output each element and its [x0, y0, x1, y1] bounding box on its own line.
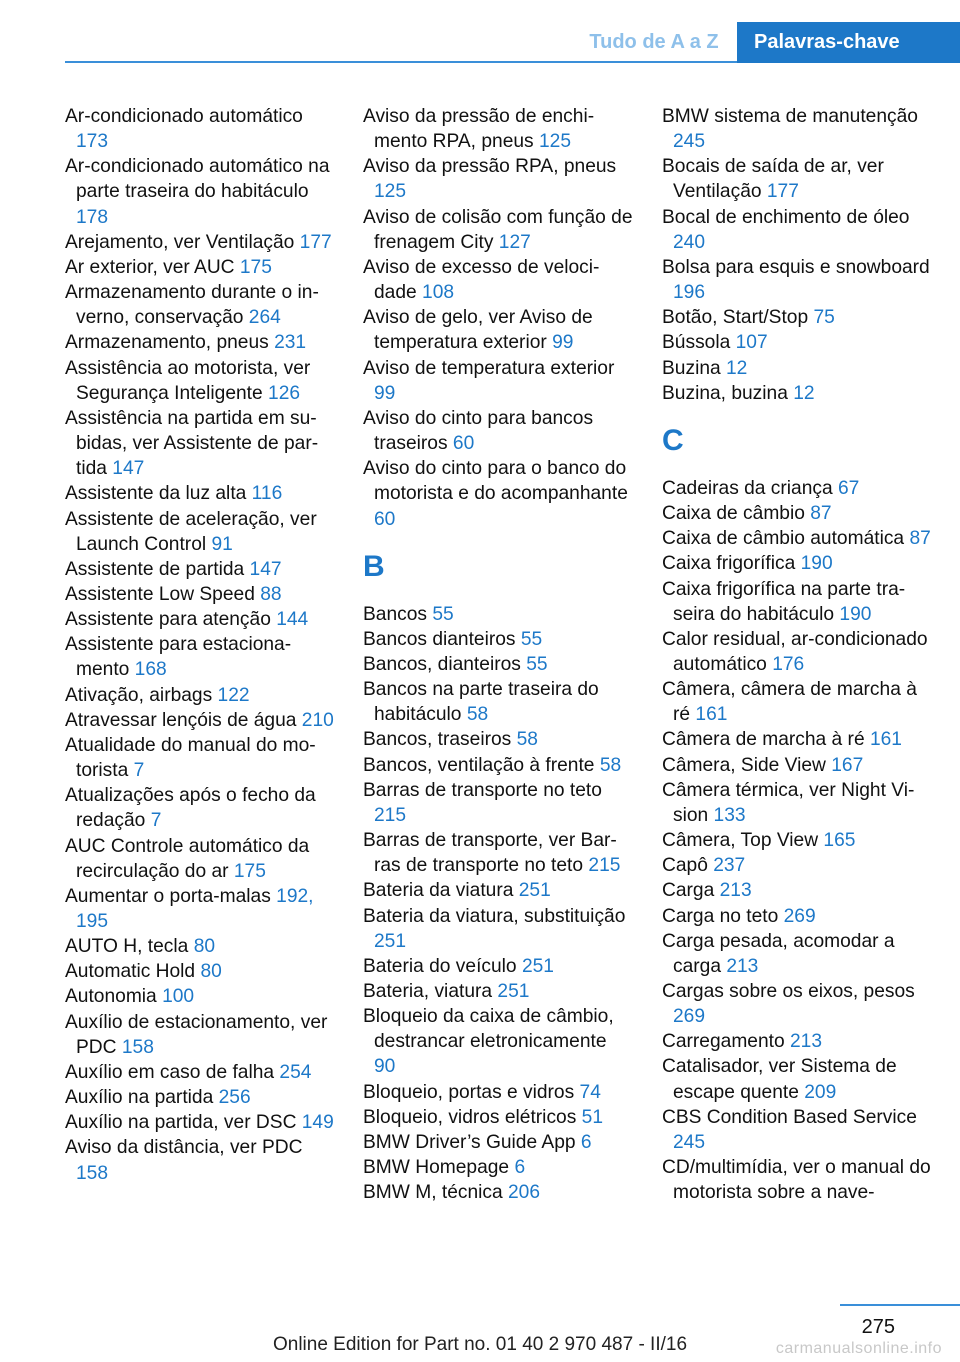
index-entry	[65, 934, 335, 959]
entry-page-link[interactable]: 245	[673, 1131, 706, 1153]
entry-page-link[interactable]: 6	[514, 1157, 526, 1179]
entry-text: Ar exterior, ver AUC	[65, 256, 235, 278]
index-entry	[662, 753, 932, 778]
entry-page-link[interactable]: 167	[831, 754, 864, 776]
index-entry	[662, 551, 932, 576]
index-entry	[662, 853, 932, 878]
entry-page-link[interactable]: 7	[150, 810, 162, 832]
entry-page-link[interactable]: 12	[793, 382, 815, 404]
index-entry	[65, 356, 335, 406]
entry-page-link[interactable]: 231	[274, 332, 307, 354]
entry-text: Bancos na parte traseira do habitáculo	[363, 679, 599, 726]
entry-text: Buzina, buzina	[662, 382, 788, 404]
section-letter: C	[662, 423, 684, 457]
index-entry	[662, 305, 932, 330]
entry-page-link[interactable]: 122	[217, 684, 250, 706]
entry-page-link[interactable]: 240	[673, 231, 706, 253]
index-entry	[363, 1155, 633, 1180]
index-entry	[662, 476, 932, 501]
index-entry	[662, 1054, 932, 1104]
entry-text: Assistente da luz alta	[65, 483, 247, 505]
entry-page-link[interactable]: 58	[599, 754, 622, 776]
entry-page-link[interactable]: 144	[276, 609, 309, 631]
entry-page-link[interactable]: 100	[162, 986, 195, 1008]
index-entry	[363, 406, 633, 456]
entry-page-link[interactable]: 99	[552, 332, 574, 354]
entry-page-link[interactable]: 210	[301, 709, 334, 731]
entry-page-link[interactable]: 80	[200, 961, 222, 983]
entry-text: Aviso de gelo, ver Aviso de temperatura exterior	[363, 307, 593, 354]
entry-page-link[interactable]: 127	[498, 231, 531, 253]
entry-page-link[interactable]: 251	[521, 955, 554, 977]
entry-page-link[interactable]: 80	[193, 936, 216, 958]
index-entry	[662, 205, 932, 255]
index-entry	[65, 1085, 335, 1110]
index-entry	[65, 330, 335, 355]
index-entry	[662, 526, 932, 551]
index-entry	[662, 929, 932, 979]
index-entry	[65, 1110, 335, 1135]
entry-page-link[interactable]: 6	[580, 1131, 592, 1153]
index-entry	[363, 727, 633, 752]
entry-page-link[interactable]: 245	[673, 131, 706, 153]
entry-text: Bancos, traseiros	[363, 729, 512, 751]
footer-rule	[840, 1304, 960, 1306]
entry-text: Carga no teto	[662, 905, 779, 927]
index-entry	[363, 1180, 633, 1205]
tab-current[interactable]: Palavras-chave	[737, 22, 960, 63]
index-entry	[363, 1080, 633, 1105]
index-entry	[662, 1029, 932, 1054]
index-entry	[363, 677, 633, 727]
index-entry	[662, 501, 932, 526]
index-column-1	[65, 104, 335, 1186]
entry-page-link[interactable]: 269	[783, 905, 816, 927]
entry-page-link[interactable]: 190	[800, 553, 833, 575]
entry-page-link[interactable]: 158	[121, 1036, 154, 1058]
index-entry	[65, 984, 335, 1009]
entry-page-link[interactable]: 149	[301, 1112, 334, 1134]
entry-page-link[interactable]: 237	[713, 855, 746, 877]
index-entry	[65, 255, 335, 280]
entry-text: Câmera, Top View	[662, 830, 819, 852]
entry-text: Bancos dianteiros	[363, 628, 516, 650]
entry-page-link[interactable]: 161	[869, 729, 902, 751]
entry-page-link[interactable]: 192, 195	[76, 885, 314, 932]
entry-text: Aviso de temperatura exterior	[363, 357, 615, 379]
entry-text: Carga	[662, 880, 715, 902]
entry-page-link[interactable]: 251	[518, 880, 551, 902]
entry-page-link[interactable]: 175	[233, 860, 266, 882]
entry-page-link[interactable]: 87	[909, 528, 931, 550]
index-entry	[363, 205, 633, 255]
entry-page-link[interactable]: 74	[579, 1081, 601, 1103]
index-entry	[363, 627, 633, 652]
watermark: carmanualsonline.info	[775, 1340, 942, 1357]
index-entry	[662, 878, 932, 903]
entry-text: Bateria da viatura, substituição	[363, 905, 626, 927]
entry-text: Câmera térmica, ver Night Vision	[662, 779, 915, 826]
entry-text: Bateria do veículo	[363, 955, 517, 977]
index-entry	[65, 683, 335, 708]
entry-page-link[interactable]: 55	[432, 603, 454, 625]
entry-text: Bancos, ventilação à frente	[363, 754, 595, 776]
entry-page-link[interactable]: 55	[526, 653, 548, 675]
entry-text: Aviso da distância, ver PDC	[65, 1137, 303, 1159]
index-entry	[65, 557, 335, 582]
entry-text: Arejamento, ver Ventilação	[65, 231, 295, 253]
entry-page-link[interactable]: 125	[374, 181, 407, 203]
entry-page-link[interactable]: 147	[112, 458, 145, 480]
index-entry	[65, 1135, 335, 1185]
index-entry	[363, 305, 633, 355]
index-entry	[662, 104, 932, 154]
entry-text: Bloqueio, vidros elétricos	[363, 1106, 577, 1128]
entry-page-link[interactable]: 196	[673, 282, 706, 304]
entry-page-link[interactable]: 108	[422, 282, 455, 304]
entry-text: Bloqueio, portas e vidros	[363, 1081, 575, 1103]
index-entry	[65, 959, 335, 984]
entry-text: Assistente de partida	[65, 558, 245, 580]
entry-page-link[interactable]: 256	[218, 1087, 251, 1109]
entry-text: Assistente de aceleração, ver Launch Control	[65, 508, 317, 555]
entry-page-link[interactable]: 177	[766, 181, 799, 203]
entry-page-link[interactable]: 177	[299, 231, 332, 253]
entry-text: Aviso de excesso de velocidade	[363, 256, 600, 304]
entry-page-link[interactable]: 7	[133, 760, 145, 782]
index-entry	[363, 904, 633, 954]
entry-page-link[interactable]: 269	[673, 1006, 706, 1028]
entry-page-link[interactable]: 133	[713, 804, 746, 826]
entry-text: Assistente para estacionamento	[65, 634, 292, 681]
entry-page-link[interactable]: 215	[588, 855, 621, 877]
entry-page-link[interactable]: 206	[508, 1182, 541, 1204]
entry-page-link[interactable]: 173	[76, 131, 109, 153]
index-entry	[363, 104, 633, 154]
entry-text: Assistente Low Speed	[65, 583, 255, 605]
entry-page-link[interactable]: 254	[279, 1061, 312, 1083]
entry-page-link[interactable]: 90	[374, 1056, 396, 1078]
entry-page-link[interactable]: 87	[810, 503, 832, 525]
entry-text: Barras de transporte, ver Barras de transporte no teto	[363, 830, 617, 877]
index-entry	[363, 456, 633, 531]
index-entry	[662, 727, 932, 752]
entry-text: Auxílio na partida, ver DSC	[65, 1112, 297, 1134]
entry-page-link[interactable]: 161	[695, 704, 728, 726]
entry-text: Bolsa para esquis e snowboard	[662, 256, 930, 278]
index-entry	[65, 834, 335, 884]
entry-page-link[interactable]: 165	[823, 830, 856, 852]
entry-text: AUTO H, tecla	[65, 936, 189, 958]
entry-page-link[interactable]: 215	[374, 804, 407, 826]
entry-text: Bancos, dianteiros	[363, 653, 521, 675]
index-entry	[662, 979, 932, 1029]
index-entry	[662, 154, 932, 204]
entry-text: Automatic Hold	[65, 961, 196, 983]
entry-text: Armazenamento durante o inverno, conservação	[65, 282, 319, 329]
entry-page-link[interactable]: 213	[726, 955, 759, 977]
entry-page-link[interactable]: 51	[581, 1106, 603, 1128]
index-entry	[662, 828, 932, 853]
entry-text: Bloqueio da caixa de câmbio, destrancar eletronicamente	[363, 1006, 614, 1053]
entry-text: Capô	[662, 855, 708, 877]
entry-text: CBS Condition Based Service	[662, 1106, 917, 1128]
entry-page-link[interactable]: 209	[804, 1081, 837, 1103]
index-entry	[662, 778, 932, 828]
entry-page-link[interactable]: 99	[374, 382, 396, 404]
footer-edition: Online Edition for Part no. 01 40 2 970 487 - II/16	[272, 1334, 688, 1355]
index-column-3	[662, 104, 932, 1205]
index-entry	[363, 828, 633, 878]
entry-text: Autonomia	[65, 986, 157, 1008]
entry-text: Auxílio de estacionamento, ver PDC	[65, 1011, 328, 1058]
index-entry	[662, 356, 932, 381]
entry-text: Câmera, câmera de marcha à ré	[662, 679, 917, 726]
index-entry	[65, 230, 335, 255]
entry-text: Botão, Start/Stop	[662, 307, 809, 329]
entry-text: BMW sistema de manutenção	[662, 106, 918, 127]
entry-page-link[interactable]: 264	[248, 307, 281, 329]
entry-text: Assistente para atenção	[65, 609, 271, 631]
entry-text: Buzina	[662, 357, 721, 379]
entry-text: Bateria, viatura	[363, 981, 493, 1002]
entry-text: BMW M, técnica	[363, 1182, 503, 1204]
entry-page-link[interactable]: 67	[838, 477, 860, 499]
entry-text: CD/multimídia, ver o manual do motorista sobre a nave-	[662, 1157, 931, 1204]
entry-page-link[interactable]: 116	[251, 483, 283, 505]
entry-page-link[interactable]: 58	[466, 704, 489, 726]
entry-text: Carregamento	[662, 1031, 785, 1053]
entry-page-link[interactable]: 60	[452, 433, 475, 455]
entry-text: Bancos	[363, 603, 427, 625]
entry-text: Barras de transporte no teto	[363, 779, 602, 801]
entry-text: Atualidade do manual do motorista	[65, 734, 316, 782]
index-entry	[662, 677, 932, 727]
entry-text: Armazenamento, pneus	[65, 332, 269, 354]
entry-text: Bateria da viatura	[363, 880, 514, 902]
entry-text: Caixa de câmbio automática	[662, 528, 905, 550]
entry-page-link[interactable]: 147	[249, 558, 282, 580]
index-entry	[65, 1060, 335, 1085]
entry-text: BMW Driver’s Guide App	[363, 1131, 576, 1153]
entry-page-link[interactable]: 91	[211, 533, 233, 555]
index-entry	[363, 1004, 633, 1079]
entry-text: Catalisador, ver Sistema de escape quente	[662, 1056, 897, 1103]
entry-text: Carga pesada, acomodar a carga	[662, 930, 895, 977]
entry-page-link[interactable]: 125	[538, 131, 571, 153]
index-entry	[662, 1155, 932, 1205]
entry-page-link[interactable]: 12	[726, 357, 748, 379]
entry-text: Ar-condicionado automático	[65, 106, 303, 127]
entry-text: Cadeiras da criança	[662, 477, 833, 499]
index-entry	[65, 406, 335, 481]
index-entry	[363, 255, 633, 305]
index-entry	[65, 481, 335, 506]
entry-text: Caixa de câmbio	[662, 503, 805, 525]
entry-page-link[interactable]: 75	[813, 307, 835, 329]
entry-page-link[interactable]: 88	[260, 583, 282, 605]
index-entry	[363, 753, 633, 778]
index-entry	[65, 607, 335, 632]
index-entry	[662, 577, 932, 627]
index-entry	[662, 330, 932, 355]
entry-text: Caixa frigorífica na parte traseira do habitáculo	[662, 578, 906, 625]
entry-text: Aviso de colisão com função de frenagem City	[363, 206, 633, 253]
entry-text: Câmera de marcha à ré	[662, 729, 865, 751]
entry-page-link[interactable]: 176	[772, 653, 805, 675]
entry-page-link[interactable]: 168	[134, 659, 167, 681]
index-entry	[65, 507, 335, 557]
entry-page-link[interactable]: 60	[374, 508, 396, 530]
index-entry	[363, 954, 633, 979]
tab-section[interactable]: Tudo de A a Z	[589, 30, 719, 53]
index-entry	[363, 356, 633, 406]
index-entry	[363, 778, 633, 828]
entry-text: Auxílio na partida	[65, 1087, 214, 1109]
entry-text: Assistência ao motorista, ver Segurança Inteligente	[65, 357, 311, 404]
index-entry	[65, 1010, 335, 1060]
index-entry	[662, 381, 932, 406]
entry-text: Bocal de enchimento de óleo	[662, 206, 910, 228]
entry-page-link[interactable]: 126	[268, 382, 301, 404]
index-entry	[65, 154, 335, 229]
entry-text: Calor residual, ar-condicionado automático	[662, 628, 928, 675]
index-entry	[65, 582, 335, 607]
entry-text: Câmera, Side View	[662, 754, 826, 776]
entry-page-link[interactable]: 190	[839, 603, 872, 625]
index-entry	[662, 627, 932, 677]
entry-text: Assistência na partida em subidas, ver Assistente de partida	[65, 407, 319, 480]
index-column-2	[363, 104, 633, 1205]
index-entry	[662, 255, 932, 305]
entry-text: Ar-condicionado automático na parte traseira do habitáculo	[65, 156, 330, 203]
entry-page-link[interactable]: 213	[790, 1031, 823, 1053]
page-number: 275	[861, 1316, 895, 1338]
entry-page-link[interactable]: 158	[76, 1162, 109, 1184]
entry-text: Atualizações após o fecho da redação	[65, 785, 316, 832]
section-letter: B	[363, 549, 385, 583]
index-entry	[65, 884, 335, 934]
entry-text: Aviso da pressão de enchimento RPA, pneus	[363, 106, 595, 153]
index-entry	[363, 1105, 633, 1130]
entry-text: Bocais de saída de ar, ver Ventilação	[662, 156, 884, 203]
index-entry	[65, 783, 335, 833]
entry-page-link[interactable]: 251	[374, 930, 407, 952]
entry-page-link[interactable]: 107	[735, 332, 768, 354]
entry-text: Aviso do cinto para o banco do motorista e do acompanhante	[363, 458, 628, 505]
entry-page-link[interactable]: 178	[76, 206, 109, 228]
index-entry	[363, 652, 633, 677]
index-entry	[363, 878, 633, 903]
entry-text: Cargas sobre os eixos, pesos	[662, 981, 915, 1002]
index-entry	[662, 904, 932, 929]
index-entry	[662, 1105, 932, 1155]
entry-text: Ativação, airbags	[65, 684, 213, 706]
index-entry	[363, 979, 633, 1004]
index-entry	[65, 708, 335, 733]
index-entry	[65, 104, 335, 154]
entry-text: Bússola	[662, 332, 731, 354]
entry-text: Aviso do cinto para bancos traseiros	[363, 407, 594, 455]
index-entry	[363, 154, 633, 204]
entry-page-link[interactable]: 58	[516, 729, 538, 751]
index-entry	[363, 602, 633, 627]
entry-text: AUC Controle automático da recirculação do ar	[65, 835, 310, 882]
entry-text: Aumentar o porta-malas	[65, 885, 271, 907]
entry-text: Aviso da pressão RPA, pneus	[363, 156, 617, 178]
entry-text: Atravessar lençóis de água	[65, 709, 297, 731]
index-entry	[65, 733, 335, 783]
entry-text: Caixa frigorífica	[662, 553, 796, 575]
entry-page-link[interactable]: 55	[520, 628, 543, 650]
entry-text: BMW Homepage	[363, 1157, 510, 1179]
index-entry	[65, 280, 335, 330]
entry-page-link[interactable]: 251	[497, 981, 530, 1002]
entry-text: Auxílio em caso de falha	[65, 1061, 275, 1083]
entry-page-link[interactable]: 213	[719, 880, 752, 902]
index-entry	[65, 632, 335, 682]
entry-page-link[interactable]: 175	[239, 256, 272, 278]
index-entry	[363, 1130, 633, 1155]
